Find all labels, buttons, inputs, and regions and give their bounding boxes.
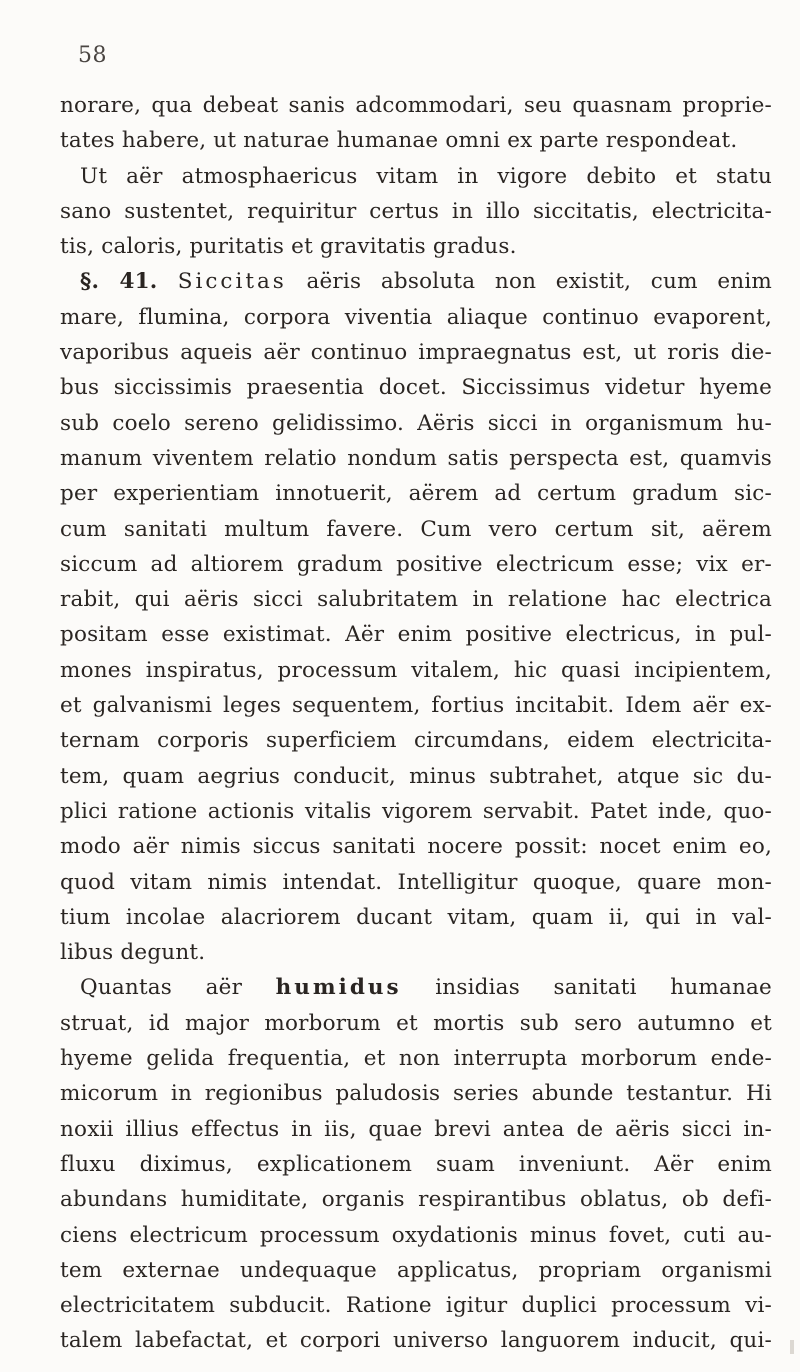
emphasized-term: Siccitas: [177, 269, 287, 295]
text-line: quod vitam nimis intendat. Intelligitur quoque, quare mon-: [60, 869, 772, 895]
scan-artifact: [790, 1340, 794, 1354]
text-line: modo aër nimis siccus sanitati nocere possit: nocet enim eo,: [60, 834, 772, 860]
text-line: cum sanitati multum favere. Cum vero certum sit, aërem: [60, 516, 772, 542]
text-line: ternam corporis superficiem circumdans, eidem electricita-: [60, 728, 772, 754]
text-line: et galvanismi leges sequentem, fortius incitabit. Idem aër ex-: [60, 693, 772, 719]
text-segment: Quantas aër: [80, 975, 276, 1001]
paragraph-start-line: [60, 970, 772, 1005]
text-line: ciens electricum processum oxydationis minus fovet, cuti au-: [60, 1222, 772, 1248]
text-line: fluxu diximus, explicationem suam inveniunt. Aër enim: [60, 1151, 772, 1177]
text-line: struat, id major morborum et mortis sub sero autumno et: [60, 1010, 772, 1036]
section-heading-line: [60, 264, 772, 299]
text-line: hyeme gelida frequentia, et non interrupta morborum ende-: [60, 1046, 772, 1072]
text-line: bus siccissimis praesentia docet. Siccissimus videtur hyeme: [60, 375, 772, 401]
text-line: tem externae undequaque applicatus, propriam organismi: [60, 1257, 772, 1283]
text-segment: insidias sanitati humanae: [401, 975, 772, 1001]
text-line: tis, caloris, puritatis et gravitatis gradus.: [60, 234, 517, 260]
emphasized-term: humidus: [275, 975, 402, 1001]
text-line: sub coelo sereno gelidissimo. Aëris sicci in organismum hu-: [60, 410, 772, 436]
text-line: tem, quam aegrius conducit, minus subtrahet, atque sic du-: [60, 763, 772, 789]
text-line: tates habere, ut naturae humanae omni ex parte respondeat.: [60, 128, 738, 154]
text-line: mare, flumina, corpora viventia aliaque continuo evaporent,: [60, 304, 772, 330]
text-line: micorum in regionibus paludosis series abunde testantur. Hi: [60, 1081, 772, 1107]
text-line: per experientiam innotuerit, aërem ad certum gradum sic-: [60, 481, 772, 507]
text-line: manum viventem relatio nondum satis perspecta est, quamvis: [60, 445, 772, 471]
text-segment: aëris absoluta non existit, cum enim: [286, 269, 772, 295]
text-line: tium incolae alacriorem ducant vitam, quam ii, qui in val-: [60, 904, 772, 930]
text-line: rabit, qui aëris sicci salubritatem in relatione hac electrica: [60, 587, 772, 613]
text-line: plici ratione actionis vitalis vigorem servabit. Patet inde, quo-: [60, 798, 772, 824]
text-line: norare, qua debeat sanis adcommodari, seu quasnam proprie-: [60, 93, 772, 118]
text-line: sano sustentet, requiritur certus in illo siccitatis, electricita-: [60, 198, 772, 224]
text-line: electricitatem subducit. Ratione igitur duplici processum vi-: [60, 1293, 772, 1319]
text-line: Ut aër atmosphaericus vitam in vigore debito et statu: [80, 163, 772, 189]
text-line: mones inspiratus, processum vitalem, hic quasi incipientem,: [60, 657, 772, 683]
text-line: libus degunt.: [60, 940, 206, 966]
section-number: §. 41.: [80, 269, 178, 295]
text-line: noxii illius effectus in iis, quae brevi antea de aëris sicci in-: [60, 1116, 772, 1142]
page-number: 58: [78, 43, 107, 68]
text-line: vaporibus aqueis aër continuo impraegnatus est, ut roris die-: [60, 340, 772, 366]
text-line: siccum ad altiorem gradum positive electricum esse; vix er-: [60, 551, 772, 577]
text-line: positam esse existimat. Aër enim positive electricus, in pul-: [60, 622, 772, 648]
text-line: talem labefactat, et corpori universo languorem inducit, qui-: [60, 1328, 772, 1354]
body-text: [60, 88, 772, 1359]
text-line: abundans humiditate, organis respirantibus oblatus, ob defi-: [60, 1187, 772, 1213]
